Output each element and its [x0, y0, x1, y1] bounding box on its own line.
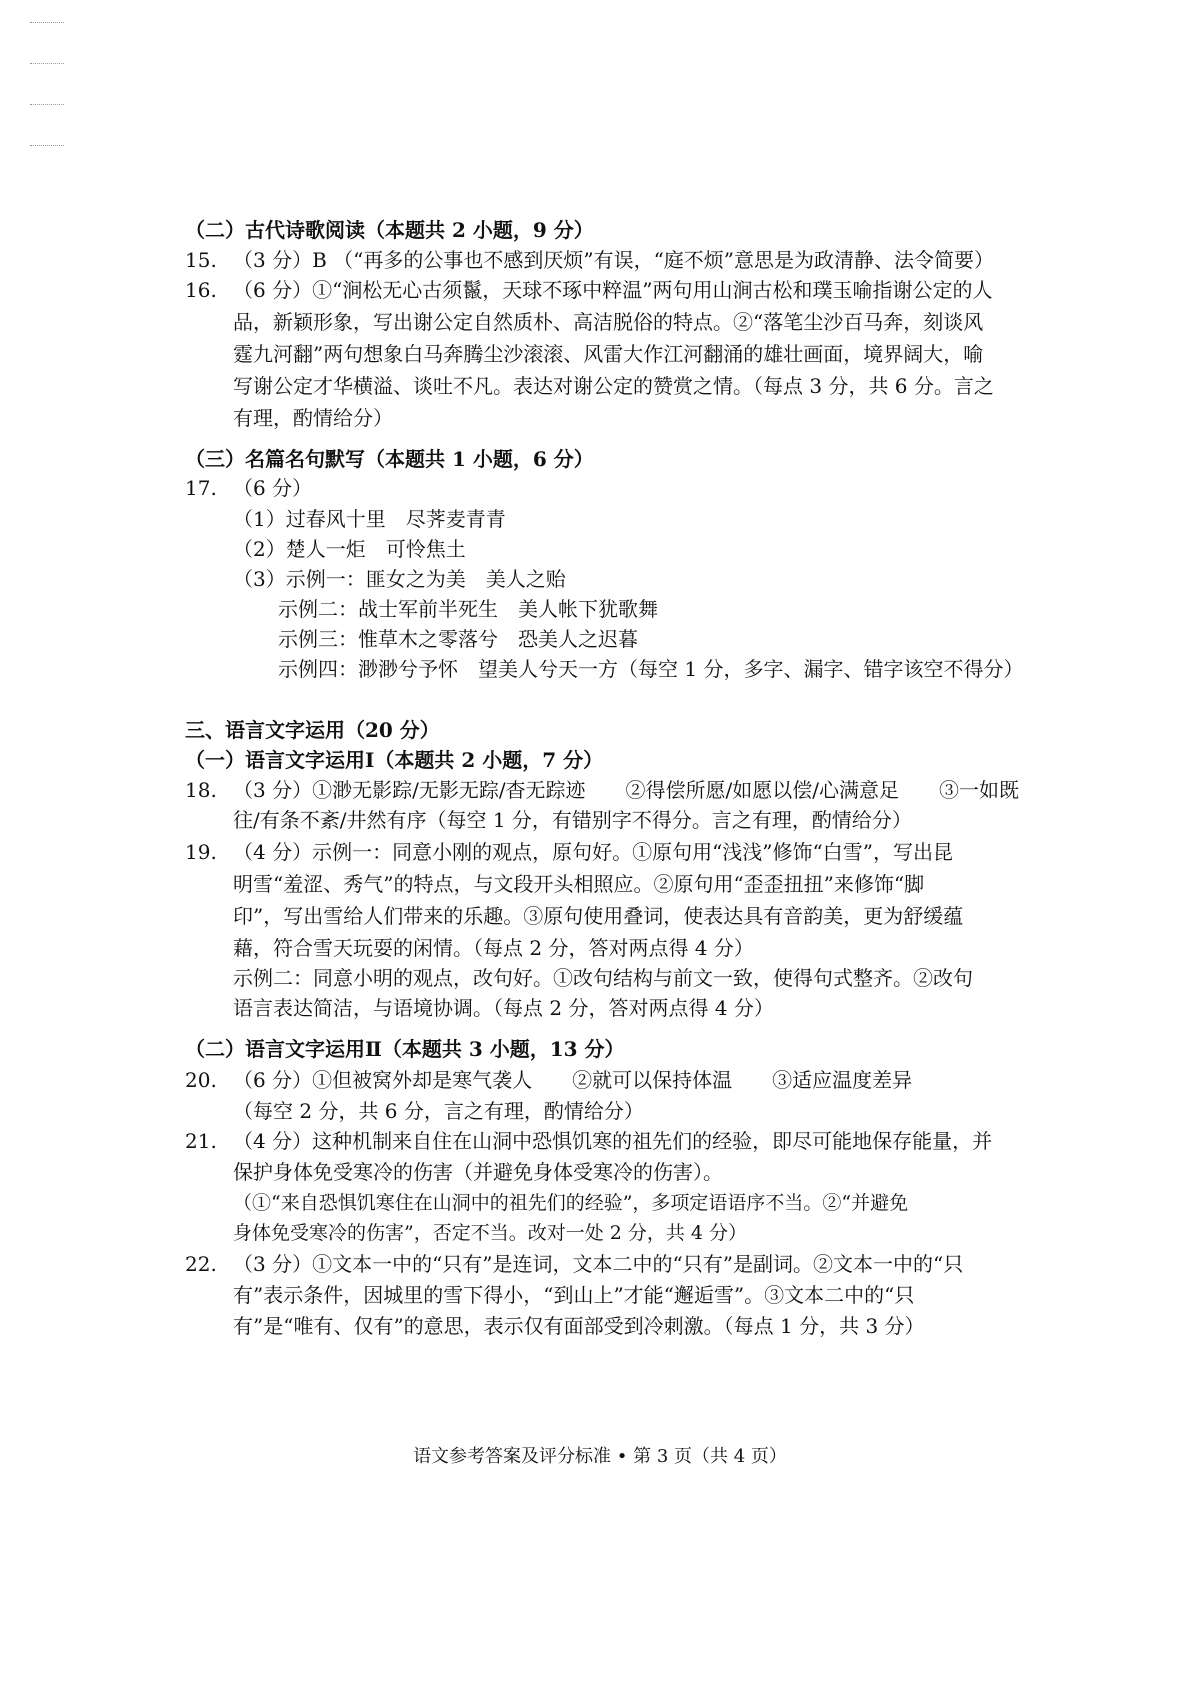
answer-line: 品，新颖形象，写出谢公定自然质朴、高洁脱俗的特点。②“落笔尘沙百马奔，刻谈风: [233, 310, 984, 334]
answer-line: （6 分）①但被窝外却是寒气袭人 ②就可以保持体温 ③适应温度差异: [233, 1068, 913, 1092]
answer-item: （2）楚人一炬 可怜焦土: [233, 537, 466, 561]
answer-item: （1）过春风十里 尽荠麦青青: [233, 507, 506, 531]
answer-line: （每空 2 分，共 6 分，言之有理，酌情给分）: [233, 1099, 644, 1123]
answer-line: 语言表达简洁，与语境协调。（每点 2 分，答对两点得 4 分）: [233, 996, 774, 1020]
scan-mark: [30, 22, 64, 25]
question-number: 20.: [185, 1068, 217, 1092]
question-number: 16.: [185, 278, 217, 302]
answer-line: 写谢公定才华横溢、谈吐不凡。表达对谢公定的赞赏之情。（每点 3 分，共 6 分。言之: [233, 374, 994, 398]
scan-marks: [30, 22, 64, 186]
page-footer: 语文参考答案及评分标准 • 第 3 页（共 4 页）: [413, 1446, 787, 1467]
answer-line: （3 分）①文本一中的“只有”是连词，文本二中的“只有”是副词。②文本一中的“只: [233, 1252, 964, 1276]
answer-item: （3）示例一：匪女之为美 美人之贻: [233, 567, 566, 591]
answer-item: 示例三：惟草木之零落兮 恐美人之迟暮: [278, 627, 638, 651]
section-title: （二）语言文字运用Ⅱ（本题共 3 小题，13 分）: [185, 1037, 625, 1061]
answer-line: （3 分）①渺无影踪/无影无踪/杳无踪迹 ②得偿所愿/如愿以偿/心满意足 ③一如既: [233, 778, 1020, 802]
section-title: （二）古代诗歌阅读（本题共 2 小题，9 分）: [185, 218, 594, 242]
section-title: （三）名篇名句默写（本题共 1 小题，6 分）: [185, 447, 594, 471]
answer-line: 霆九河翻”两句想象白马奔腾尘沙滚滚、风雷大作江河翻涌的雄壮画面，境界阔大，喻: [233, 342, 984, 366]
answer-line: （①“来自恐惧饥寒住在山洞中的祖先们的经验”，多项定语语序不当。②“并避免: [233, 1192, 909, 1214]
answer-line: 保护身体免受寒冷的伤害（并避免身体受寒冷的伤害）。: [233, 1160, 723, 1184]
answer-line: 有理，酌情给分）: [233, 406, 393, 430]
answer-line: 印”，写出雪给人们带来的乐趣。③原句使用叠词，使表达具有音韵美，更为舒缓蕴: [233, 904, 964, 928]
answer-line: 身体免受寒冷的伤害”，否定不当。改对一处 2 分，共 4 分）: [233, 1222, 748, 1244]
scan-mark: [30, 104, 64, 107]
question-score: （6 分）: [233, 476, 313, 500]
answer-line: （4 分）这种机制来自住在山洞中恐惧饥寒的祖先们的经验，即尽可能地保存能量，并: [233, 1129, 993, 1153]
answer-item: 示例二：战士军前半死生 美人帐下犹歌舞: [278, 597, 658, 621]
answer-line: 有”表示条件，因城里的雪下得小，“到山上”才能“邂逅雪”。③文本二中的“只: [233, 1283, 915, 1307]
question-number: 17.: [185, 476, 217, 500]
scan-mark: [30, 145, 64, 148]
question-number: 19.: [185, 840, 217, 864]
answer-line: （4 分）示例一：同意小刚的观点，原句好。①原句用“浅浅”修饰“白雪”，写出昆: [233, 840, 953, 864]
answer-line: 明雪“羞涩、秀气”的特点，与文段开头相照应。②原句用“歪歪扭扭”来修饰“脚: [233, 872, 925, 896]
answer-line: 有”是“唯有、仅有”的意思，表示仅有面部受到冷刺激。（每点 1 分，共 3 分）: [233, 1314, 925, 1338]
answer-line: 示例二：同意小明的观点，改句好。①改句结构与前文一致，使得句式整齐。②改句: [233, 966, 973, 990]
answer-line: （3 分）B （“再多的公事也不感到厌烦”有误，“庭不烦”意思是为政清静、法令简要）: [233, 248, 995, 272]
answer-line: 往/有条不紊/井然有序（每空 1 分，有错别字不得分。言之有理，酌情给分）: [233, 808, 912, 832]
answer-item: 示例四：渺渺兮予怀 望美人兮天一方（每空 1 分，多字、漏字、错字该空不得分）: [278, 657, 1024, 681]
question-number: 15.: [185, 248, 217, 272]
question-number: 21.: [185, 1129, 217, 1153]
answer-line: （6 分）①“涧松无心古须鬣，天球不琢中粹温”两句用山涧古松和璞玉喻指谢公定的人: [233, 278, 993, 302]
part-title: 三、语言文字运用（20 分）: [185, 718, 440, 742]
answer-line: 藉，符合雪天玩耍的闲情。（每点 2 分，答对两点得 4 分）: [233, 936, 754, 960]
question-number: 18.: [185, 778, 217, 802]
section-title: （一）语言文字运用Ⅰ（本题共 2 小题，7 分）: [185, 748, 604, 772]
question-number: 22.: [185, 1252, 217, 1276]
scan-mark: [30, 63, 64, 66]
